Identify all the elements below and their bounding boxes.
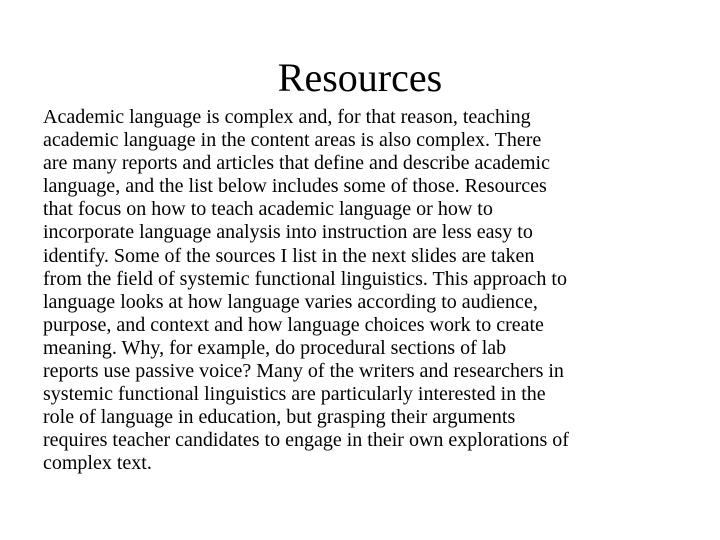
slide-title: Resources [277, 55, 443, 100]
slide-body-text: Academic language is complex and, for that reason, teaching academic language in the content areas is also complex. There are many reports and articles that define and describe academic language, and the list below includes some of those. Resources that focus on how to teach academic language or how to incorporate language analysis into instruction are less easy to identify. Some of the sources I list in the next slides are taken from the field of systemic functional linguistics. This approach to language looks at how language varies according to audience, purpose, and context and how language choices work to create meaning. Why, for example, do procedural sections of lab reports use passive voice? Many of the writers and researchers in systemic functional linguistics are particularly interested in the role of language in education, but grasping their arguments requires teacher candidates to engage in their own explorations of complex text. [43, 106, 569, 475]
